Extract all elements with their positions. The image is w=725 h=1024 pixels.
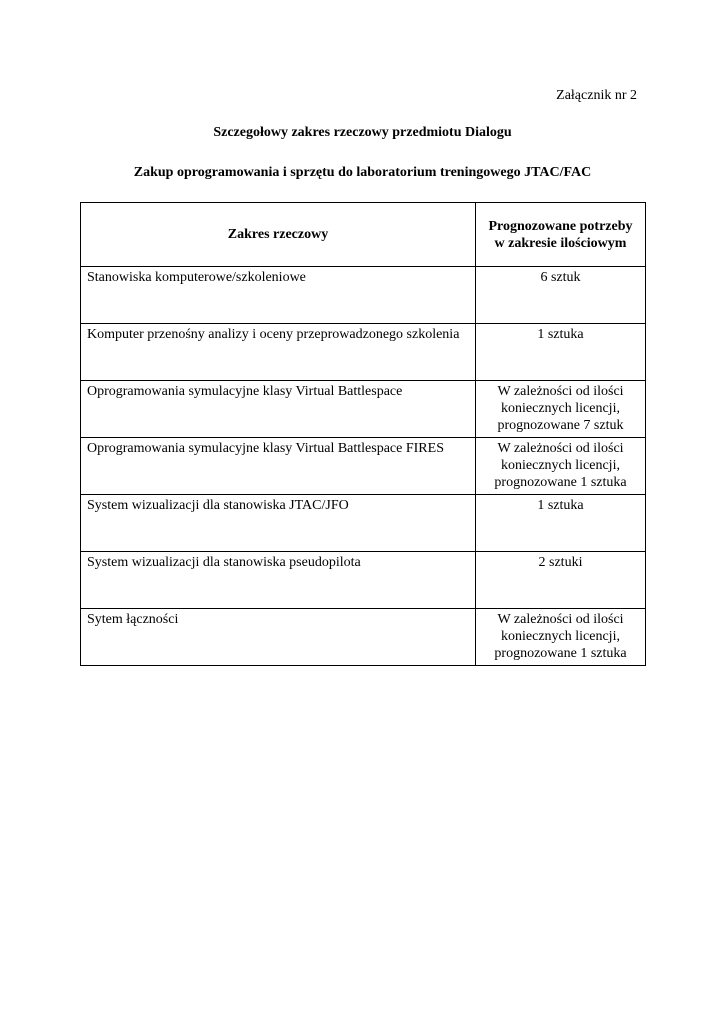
scope-table [80, 202, 646, 666]
header-needs-line1: Prognozowane potrzeby [488, 218, 633, 234]
table-header-row [81, 203, 646, 267]
qty-line: prognozowane 7 sztuk [497, 418, 624, 433]
table-row [81, 552, 646, 609]
qty-line: prognozowane 1 sztuka [494, 475, 627, 490]
qty-cell [476, 609, 646, 666]
qty-line: koniecznych licencji, [501, 401, 620, 416]
item-cell: System wizualizacji dla stanowiska pseudopilota [81, 552, 476, 609]
qty-cell [476, 495, 646, 552]
header-needs [476, 203, 646, 267]
header-needs-line2: w zakresie ilościowym [494, 235, 627, 251]
item-cell: Komputer przenośny analizy i oceny przeprowadzonego szkolenia [81, 324, 476, 381]
table-row [81, 609, 646, 666]
annex-label: Załącznik nr 2 [556, 88, 637, 103]
item-cell: System wizualizacji dla stanowiska JTAC/JFO [81, 495, 476, 552]
item-cell: Oprogramowania symulacyjne klasy Virtual Battlespace [81, 381, 476, 438]
qty-line: W zależności od ilości [497, 441, 624, 456]
item-cell: Sytem łączności [81, 609, 476, 666]
table-row [81, 267, 646, 324]
qty-cell [476, 552, 646, 609]
qty-line: 1 sztuka [537, 498, 584, 513]
qty-line: 2 sztuki [538, 555, 583, 570]
table-row [81, 324, 646, 381]
qty-line: koniecznych licencji, [501, 629, 620, 644]
table-row [81, 438, 646, 495]
header-scope-label: Zakres rzeczowy [227, 227, 329, 242]
qty-line: prognozowane 1 sztuka [494, 646, 627, 661]
qty-cell [476, 438, 646, 495]
qty-cell [476, 267, 646, 324]
table-row [81, 381, 646, 438]
qty-cell [476, 381, 646, 438]
qty-line: 1 sztuka [537, 327, 584, 342]
qty-line: 6 sztuk [540, 270, 581, 285]
qty-line: koniecznych licencji, [501, 458, 620, 473]
table-row [81, 495, 646, 552]
item-cell: Oprogramowania symulacyjne klasy Virtual Battlespace FIRES [81, 438, 476, 495]
document-subtitle: Zakup oprogramowania i sprzętu do laboratorium treningowego JTAC/FAC [133, 165, 592, 180]
document-title: Szczegołowy zakres rzeczowy przedmiotu Dialogu [213, 125, 512, 140]
item-cell: Stanowiska komputerowe/szkoleniowe [81, 267, 476, 324]
qty-cell [476, 324, 646, 381]
qty-line: W zależności od ilości [497, 612, 624, 627]
qty-line: W zależności od ilości [497, 384, 624, 399]
header-scope [81, 203, 476, 267]
